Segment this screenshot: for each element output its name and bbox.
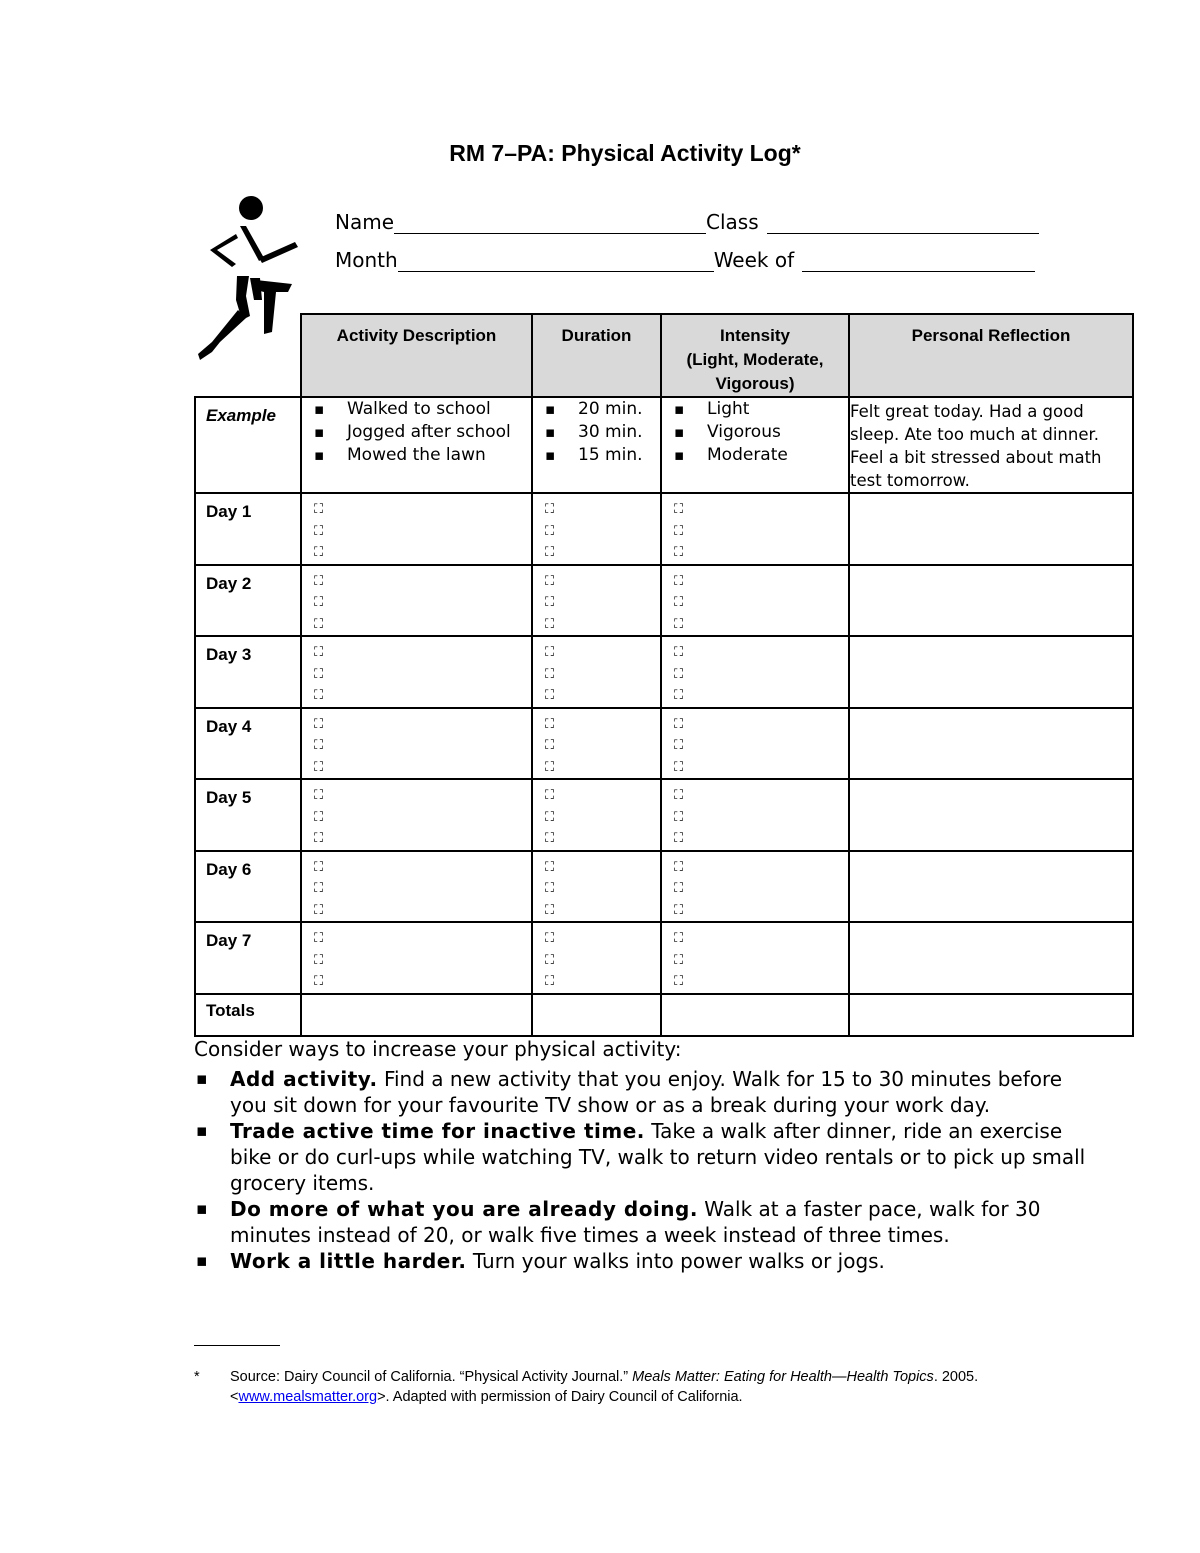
entry-checkbox-icon[interactable]: ⛶ [314, 616, 324, 632]
day-duration-cell[interactable] [532, 708, 661, 780]
entry-checkbox-icon[interactable]: ⛶ [674, 974, 684, 989]
entry-checkbox-icon[interactable]: ⛶ [545, 545, 555, 560]
day-row [195, 922, 1133, 994]
example-reflection: Felt great today. Had a good sleep. Ate too much at dinner. Feel a bit stressed about math test tomorrow. [850, 402, 1102, 490]
entry-checkbox-icon[interactable]: ⛶ [674, 759, 684, 775]
tip-item: ▪ Add activity. Find a new activity that you enjoy. Walk for 15 to 30 minutes before you sit down for your favourite TV show or as a break during your work day. [194, 1066, 1094, 1118]
entry-checkbox-icon[interactable]: ⛶ [674, 616, 684, 632]
footnote-link[interactable]: www.mealsmatter.org [238, 1389, 378, 1405]
day-reflection-cell[interactable] [849, 779, 1133, 851]
day-reflection-cell[interactable] [849, 493, 1133, 565]
totals-label: Totals [206, 1000, 255, 1020]
entry-checkbox-icon[interactable]: ⛶ [674, 788, 684, 803]
day-duration-cell[interactable] [532, 779, 661, 851]
example-row [195, 397, 1133, 493]
entry-checkbox-icon[interactable]: ⛶ [674, 595, 684, 610]
entry-checkbox-icon[interactable]: ⛶ [314, 952, 324, 968]
day-label: Day 4 [206, 716, 252, 736]
header-duration: Duration [532, 314, 661, 397]
day-row [195, 708, 1133, 780]
day-duration-cell[interactable] [532, 851, 661, 923]
day-label: Day 1 [206, 502, 252, 521]
example-durations: ▪ 20 min. ▪ 30 min. ▪ 15 min. [533, 398, 660, 467]
entry-checkbox-icon[interactable]: ⛶ [545, 595, 555, 610]
example-label: Example [206, 406, 276, 425]
day-label: Day 7 [206, 931, 252, 950]
tips-section [194, 1036, 1094, 1274]
day-row [195, 851, 1133, 923]
entry-checkbox-icon[interactable]: ⛶ [545, 952, 555, 968]
entry-checkbox-icon[interactable]: ⛶ [314, 523, 324, 539]
day-duration-cell[interactable] [532, 922, 661, 994]
entry-checkbox-icon[interactable]: ⛶ [545, 881, 555, 896]
day-activity-cell[interactable] [301, 922, 532, 994]
totals-row [195, 994, 1133, 1036]
day-activity-cell[interactable] [301, 493, 532, 565]
entry-checkbox-icon[interactable]: ⛶ [674, 716, 684, 732]
entry-checkbox-icon[interactable]: ⛶ [674, 502, 684, 517]
day-intensity-cell[interactable] [661, 851, 849, 923]
entry-checkbox-icon[interactable]: ⛶ [545, 502, 555, 517]
entry-checkbox-icon[interactable]: ⛶ [314, 809, 324, 825]
footnote-source-title: Meals Matter: Eating for Health—Health Topics [632, 1369, 934, 1385]
footnote-mark: * [194, 1369, 200, 1385]
day-row [195, 493, 1133, 565]
day-activity-cell[interactable] [301, 636, 532, 708]
entry-checkbox-icon[interactable]: ⛶ [545, 831, 555, 846]
entry-checkbox-icon[interactable]: ⛶ [545, 859, 555, 875]
entry-checkbox-icon[interactable]: ⛶ [545, 616, 555, 632]
header-reflection: Personal Reflection [849, 314, 1133, 397]
entry-checkbox-icon[interactable]: ⛶ [314, 931, 324, 946]
day-intensity-cell[interactable] [661, 779, 849, 851]
entry-checkbox-icon[interactable]: ⛶ [674, 881, 684, 896]
entry-checkbox-icon[interactable]: ⛶ [674, 666, 684, 682]
day-reflection-cell[interactable] [849, 636, 1133, 708]
entry-checkbox-icon[interactable]: ⛶ [674, 831, 684, 846]
footnote: * Source: Dairy Council of California. “Physical Activity Journal.” Meals Matter: Eating for Health—Health Topics. 2005. <www.mealsmatter.org>. Adapted with permission of Dairy Council of California. [194, 1369, 979, 1405]
page-title: RM 7–PA: Physical Activity Log* [449, 140, 801, 166]
day-duration-cell[interactable] [532, 565, 661, 637]
entry-checkbox-icon[interactable]: ⛶ [674, 809, 684, 825]
entry-checkbox-icon[interactable]: ⛶ [314, 645, 324, 660]
entry-checkbox-icon[interactable]: ⛶ [314, 831, 324, 846]
entry-checkbox-icon[interactable]: ⛶ [674, 902, 684, 918]
entry-checkbox-icon[interactable]: ⛶ [674, 931, 684, 946]
day-intensity-cell[interactable] [661, 922, 849, 994]
entry-checkbox-icon[interactable]: ⛶ [314, 974, 324, 989]
day-reflection-cell[interactable] [849, 851, 1133, 923]
entry-checkbox-icon[interactable]: ⛶ [674, 688, 684, 703]
entry-checkbox-icon[interactable]: ⛶ [545, 523, 555, 539]
day-duration-cell[interactable] [532, 636, 661, 708]
entry-checkbox-icon[interactable]: ⛶ [545, 809, 555, 825]
day-intensity-cell[interactable] [661, 565, 849, 637]
entry-checkbox-icon[interactable]: ⛶ [545, 931, 555, 946]
entry-checkbox-icon[interactable]: ⛶ [545, 716, 555, 732]
day-intensity-cell[interactable] [661, 636, 849, 708]
day-reflection-cell[interactable] [849, 708, 1133, 780]
entry-checkbox-icon[interactable]: ⛶ [314, 902, 324, 918]
day-row [195, 779, 1133, 851]
entry-checkbox-icon[interactable]: ⛶ [314, 716, 324, 732]
example-intensities: ▪ Light ▪ Vigorous ▪ Moderate [662, 398, 848, 467]
day-intensity-cell[interactable] [661, 493, 849, 565]
tip-item: ▪ Trade active time for inactive time. Take a walk after dinner, ride an exercise bike or do curl-ups while watching TV, walk to return video rentals or to pick up small grocery items. [194, 1118, 1094, 1196]
name-label: Name [335, 210, 395, 234]
day-reflection-cell[interactable] [849, 565, 1133, 637]
entry-checkbox-icon[interactable]: ⛶ [674, 645, 684, 660]
entry-checkbox-icon[interactable]: ⛶ [545, 738, 555, 753]
entry-checkbox-icon[interactable]: ⛶ [314, 502, 324, 517]
entry-checkbox-icon[interactable]: ⛶ [545, 788, 555, 803]
entry-checkbox-icon[interactable]: ⛶ [674, 859, 684, 875]
name-field[interactable] [394, 211, 706, 234]
entry-checkbox-icon[interactable]: ⛶ [674, 523, 684, 539]
entry-checkbox-icon[interactable]: ⛶ [314, 545, 324, 560]
entry-checkbox-icon[interactable]: ⛶ [545, 645, 555, 660]
week-field[interactable] [802, 249, 1035, 272]
class-field[interactable] [767, 211, 1039, 234]
entry-checkbox-icon[interactable]: ⛶ [545, 688, 555, 703]
entry-checkbox-icon[interactable]: ⛶ [674, 573, 684, 589]
totals-reflection[interactable] [849, 994, 1133, 1036]
day-row [195, 565, 1133, 637]
name-class-row [335, 210, 1039, 234]
header-intensity: Intensity (Light, Moderate, Vigorous) [661, 314, 849, 397]
day-intensity-cell[interactable] [661, 708, 849, 780]
header-activity: Activity Description [301, 314, 532, 397]
day-activity-cell[interactable] [301, 779, 532, 851]
entry-checkbox-icon[interactable]: ⛶ [545, 573, 555, 589]
tips-intro: Consider ways to increase your physical activity: [194, 1037, 682, 1061]
entry-checkbox-icon[interactable]: ⛶ [545, 902, 555, 918]
totals-duration[interactable] [532, 994, 661, 1036]
entry-checkbox-icon[interactable]: ⛶ [545, 666, 555, 682]
day-row [195, 636, 1133, 708]
entry-checkbox-icon[interactable]: ⛶ [314, 573, 324, 589]
day-reflection-cell[interactable] [849, 922, 1133, 994]
tip-item: ▪ Work a little harder. Turn your walks into power walks or jogs. [194, 1248, 1094, 1274]
day-label: Day 3 [206, 645, 252, 664]
day-activity-cell[interactable] [301, 565, 532, 637]
day-activity-cell[interactable] [301, 851, 532, 923]
day-activity-cell[interactable] [301, 708, 532, 780]
entry-checkbox-icon[interactable]: ⛶ [314, 788, 324, 803]
day-label: Day 6 [206, 859, 252, 879]
day-label: Day 5 [206, 788, 252, 807]
month-field[interactable] [398, 249, 714, 272]
entry-checkbox-icon[interactable]: ⛶ [674, 545, 684, 560]
example-activities: ▪ Walked to school ▪ Jogged after school ▪ Mowed the lawn [302, 398, 531, 467]
totals-activity[interactable] [301, 994, 532, 1036]
month-week-row [335, 248, 1035, 272]
week-label: Week of [713, 248, 795, 272]
day-duration-cell[interactable] [532, 493, 661, 565]
entry-checkbox-icon[interactable]: ⛶ [314, 759, 324, 775]
activity-log-table [194, 313, 1134, 1037]
entry-checkbox-icon[interactable]: ⛶ [314, 595, 324, 610]
day-label: Day 2 [206, 573, 252, 593]
footnote-divider [194, 1345, 280, 1346]
class-label: Class [706, 210, 759, 234]
header-row [195, 314, 1133, 397]
entry-checkbox-icon[interactable]: ⛶ [674, 738, 684, 753]
tips-list [194, 1066, 1094, 1274]
entry-checkbox-icon[interactable]: ⛶ [314, 881, 324, 896]
entry-checkbox-icon[interactable]: ⛶ [674, 952, 684, 968]
entry-checkbox-icon[interactable]: ⛶ [314, 666, 324, 682]
tip-item: ▪ Do more of what you are already doing. Walk at a faster pace, walk for 30 minutes instead of 20, or walk five times a week instead of three times. [194, 1196, 1094, 1248]
entry-checkbox-icon[interactable]: ⛶ [314, 688, 324, 703]
entry-checkbox-icon[interactable]: ⛶ [545, 974, 555, 989]
entry-checkbox-icon[interactable]: ⛶ [545, 759, 555, 775]
totals-intensity[interactable] [661, 994, 849, 1036]
entry-checkbox-icon[interactable]: ⛶ [314, 859, 324, 875]
entry-checkbox-icon[interactable]: ⛶ [314, 738, 324, 753]
month-label: Month [335, 248, 398, 272]
